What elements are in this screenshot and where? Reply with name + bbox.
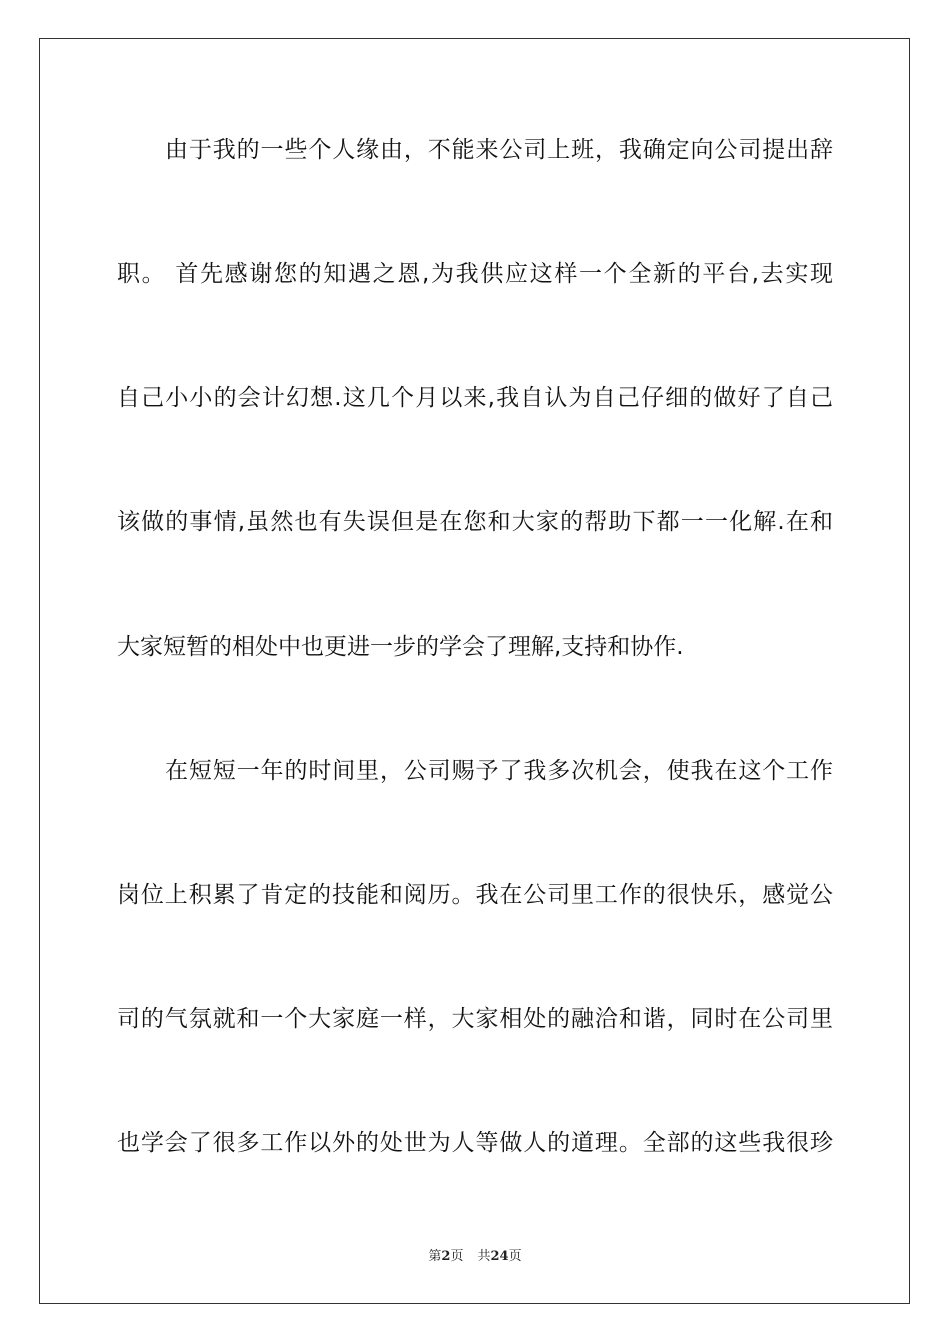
paragraph-1-line-4: 该做的事情,虽然也有失误但是在您和大家的帮助下都一一化解.在和 (117, 509, 833, 535)
paragraph-2-line-3: 司的气氛就和一个大家庭一样，大家相处的融洽和谐，同时在公司里 (117, 1006, 833, 1032)
total-prefix: 共 (477, 1249, 491, 1264)
paragraph-1-line-2: 职。 首先感谢您的知遇之恩,为我供应这样一个全新的平台,去实现 (117, 261, 833, 287)
page-prefix: 第 (428, 1249, 442, 1264)
paragraph-1-line-1: 由于我的一些个人缘由，不能来公司上班，我确定向公司提出辞 (165, 137, 833, 163)
paragraph-2-line-4: 也学会了很多工作以外的处世为人等做人的道理。全部的这些我很珍 (117, 1130, 833, 1156)
paragraph-1-line-5: 大家短暂的相处中也更进一步的学会了理解,支持和协作. (117, 634, 684, 660)
page-footer (0, 1248, 950, 1266)
paragraph-1-line-3: 自己小小的会计幻想.这几个月以来,我自认为自己仔细的做好了自己 (117, 385, 833, 411)
page-border (39, 38, 910, 1304)
current-page-number: 2 (441, 1249, 451, 1264)
paragraph-2-line-1: 在短短一年的时间里，公司赐予了我多次机会，使我在这个工作 (165, 758, 833, 784)
paragraph-2-line-2: 岗位上积累了肯定的技能和阅历。我在公司里工作的很快乐，感觉公 (117, 882, 833, 908)
total-page-count: 24 (490, 1249, 509, 1264)
page-unit: 页 (450, 1249, 464, 1264)
total-unit: 页 (508, 1249, 522, 1264)
